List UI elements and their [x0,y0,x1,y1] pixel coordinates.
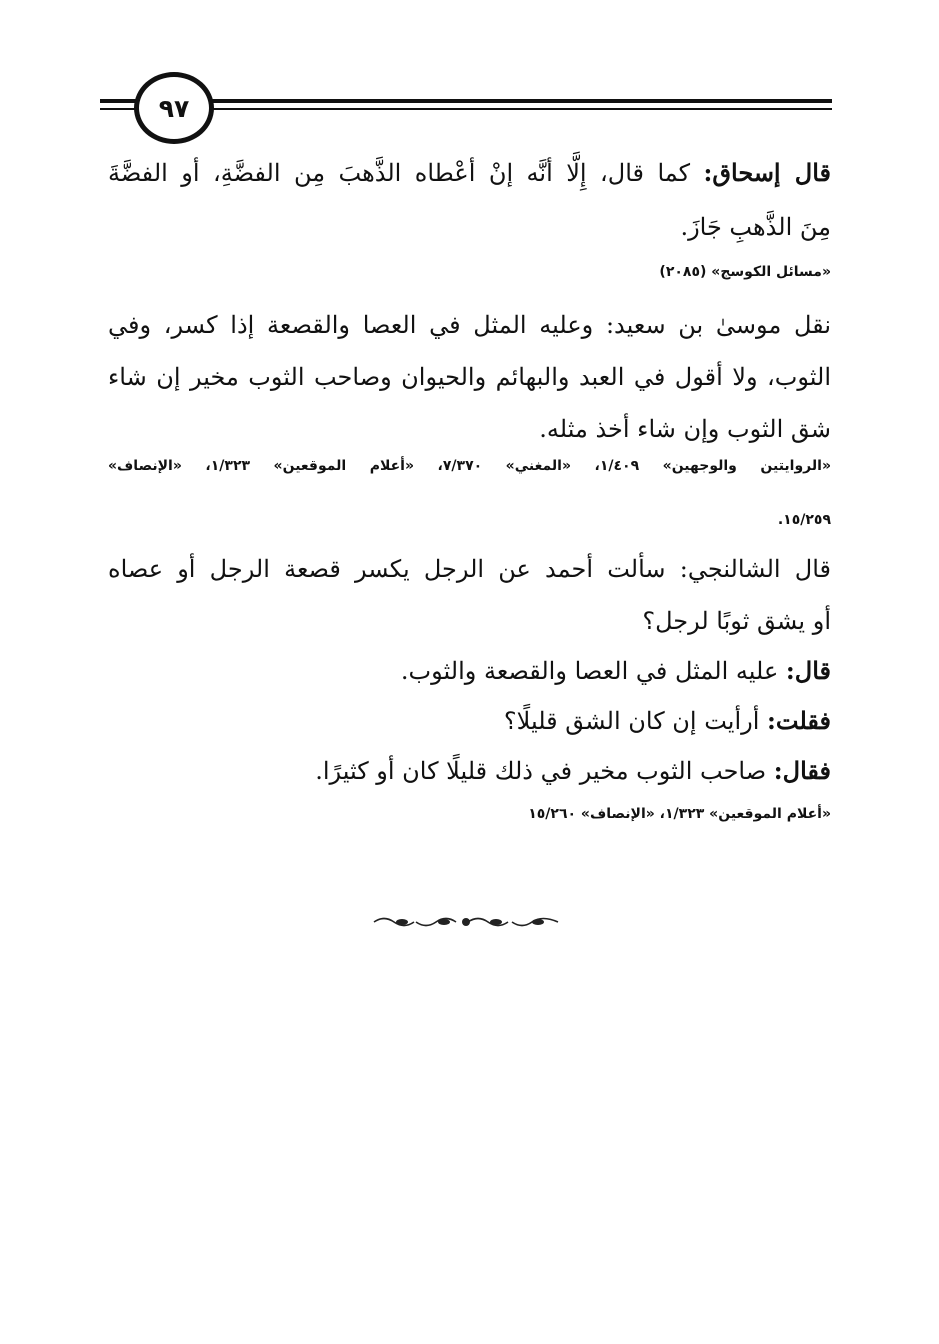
p3-line-1: قال الشالنجي: سألت أحمد عن الرجل يكسر قصعة الرجل أو عصاه [108,555,831,583]
page-number: ٩٧ [134,72,214,144]
floral-divider-ornament-icon [372,913,560,931]
speaker-label: فقال: [773,756,831,785]
header-rule-left-thin [100,108,136,110]
p3-answer-2 [315,746,831,796]
text: عليه المثل في العصا والقصعة والثوب. [400,657,779,685]
reference-1: «مسائل الكوسج» (٢٠٨٥) [659,264,831,280]
p3-line-2: أو يشق ثوبًا لرجل؟ [642,607,831,635]
p3-question [504,696,831,746]
p1-line-1 [108,148,831,198]
p1-line-2: مِنَ الذَّهبِ جَازَ. [680,213,831,241]
speaker-label: قال إسحاق: [703,158,831,187]
p2-line-1: نقل موسىٰ بن سعيد: وعليه المثل في العصا والقصعة إذا كسر، وفي [108,311,831,339]
p2-line-2: الثوب، ولا أقول في العبد والبهائم والحيوان وصاحب الثوب مخير إن شاء [108,363,831,391]
text: صاحب الثوب مخير في ذلك قليلًا كان أو كثيرًا. [315,757,767,785]
speaker-label: قال: [785,656,831,685]
text: كما قال، إِلَّا أنَّه إنْ أعْطاه الذَّهبَ مِن الفضَّةِ، أو الفضَّةَ [108,159,691,187]
reference-3: «أعلام الموقعين» ١/٣٢٣، «الإنصاف» ١٥/٢٦٠ [528,806,831,822]
reference-2: «الروايتين والوجهين» ١/٤٠٩، «المغني» ٧/٣٧٠، «أعلام الموقعين» ١/٣٢٣، «الإنصاف» [108,458,831,474]
header-rule-thin [210,108,832,110]
header-rule [210,99,832,103]
header-rule-left [100,99,136,103]
p2-line-3: شق الثوب وإن شاء أخذ مثله. [539,415,831,443]
page-header [100,70,832,140]
reference-2-cont: ١٥/٢٥٩. [777,512,831,528]
text: أرأيت إن كان الشق قليلًا؟ [503,707,760,735]
speaker-label: فقلت: [767,706,831,735]
p3-answer-1 [401,646,831,696]
